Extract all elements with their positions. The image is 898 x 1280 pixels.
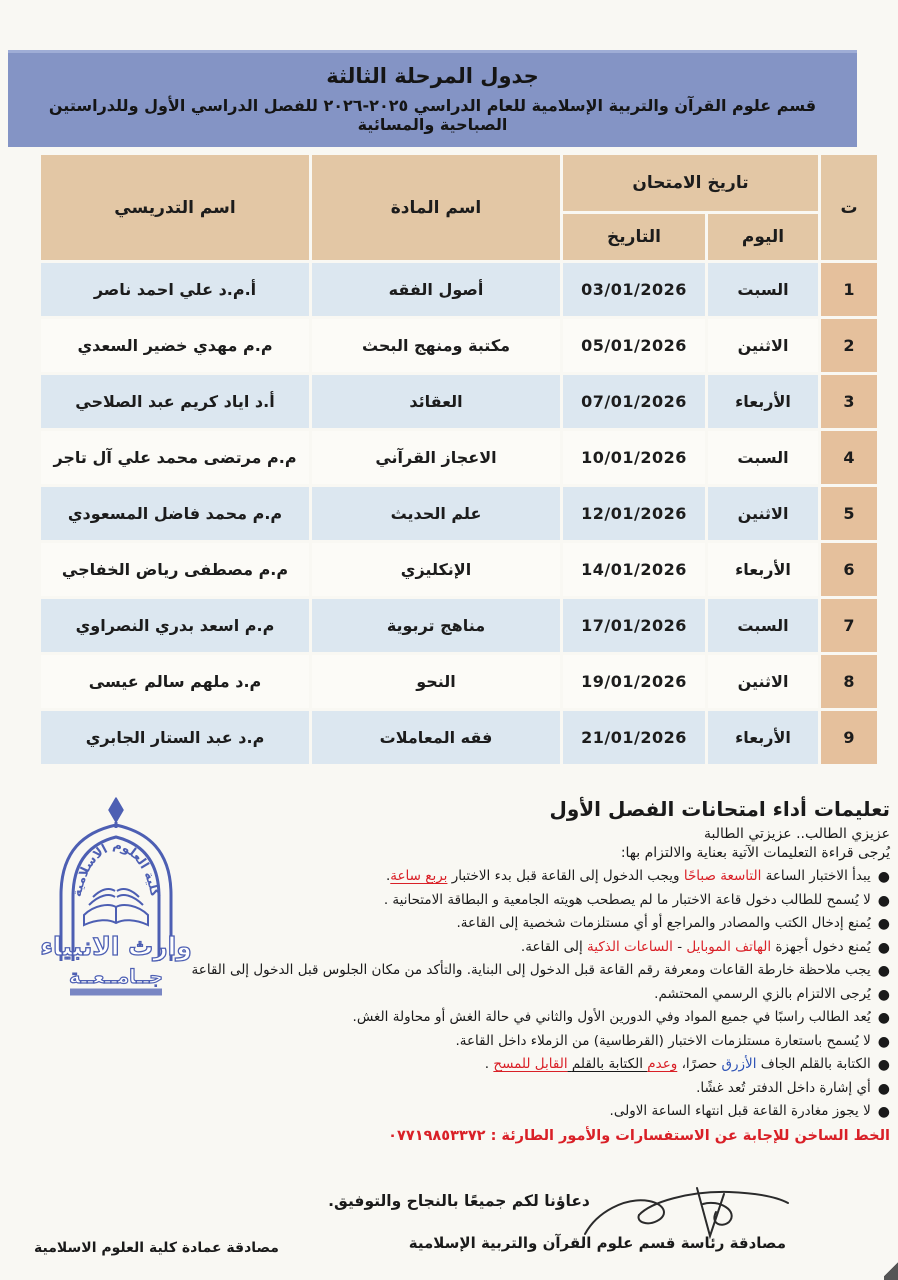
instruction-item	[8, 1053, 890, 1077]
schedule-title: جدول المرحلة الثالثة	[326, 64, 539, 88]
row-number-cell: 4	[821, 431, 877, 484]
subject-cell: علم الحديث	[312, 487, 560, 540]
date-cell: 07/01/2026	[563, 375, 705, 428]
date-cell: 14/01/2026	[563, 543, 705, 596]
instructor-cell: م.م مصطفى رياض الخفاجي	[41, 543, 309, 596]
column-header-date: التاريخ	[563, 214, 705, 260]
instruction-text-segment: لا يُسمح للطالب دخول قاعة الاختبار ما لم يصطحب هويته الجامعية و البطاقة الامتحانية .	[383, 891, 871, 908]
instructor-cell: م.م اسعد بدري النصراوي	[41, 599, 309, 652]
instruction-text-segment: لا يجوز مغادرة القاعة قبل انتهاء الساعة الاولى.	[609, 1103, 871, 1119]
table-row	[41, 543, 877, 596]
instructor-cell: م.م محمد فاضل المسعودي	[41, 487, 309, 540]
department-approval-text: مصادقة رئاسة قسم علوم القرآن والتربية الإسلامية	[408, 1234, 786, 1252]
bullet-icon: ●	[877, 916, 890, 932]
instruction-text-segment: .	[385, 868, 391, 884]
closing-prayer: دعاؤنا لكم جميعًا بالنجاح والتوفيق.	[328, 1192, 590, 1210]
date-cell: 12/01/2026	[563, 487, 705, 540]
subject-cell: أصول الفقه	[312, 263, 560, 316]
exam-schedule-table	[38, 152, 880, 767]
date-cell: 19/01/2026	[563, 655, 705, 708]
instruction-item	[8, 1030, 890, 1054]
instructions-intro: يُرجى قراءة التعليمات الآتية بعناية والالتزام بها:	[620, 845, 890, 861]
table-row	[41, 375, 877, 428]
day-cell: السبت	[708, 263, 818, 316]
instruction-text-segment: يُمنع إدخال الكتب والمصادر والمراجع أو أي مستلزمات شخصية إلى القاعة.	[456, 915, 871, 931]
instruction-text-segment: ويجب الدخول إلى القاعة قبل بدء الاختبار	[447, 868, 684, 884]
bullet-icon: ●	[877, 963, 890, 979]
instruction-text-segment: الكتابة بالقلم الجاف	[756, 1056, 871, 1072]
column-header-subject: اسم المادة	[312, 155, 560, 260]
day-cell: الاثنين	[708, 655, 818, 708]
instruction-text-segment: الكتابة بالقلم	[571, 1056, 648, 1072]
table-row	[41, 263, 877, 316]
subject-cell: الاعجاز القرآني	[312, 431, 560, 484]
table-row	[41, 319, 877, 372]
schedule-subtitle: قسم علوم القرآن والتربية الإسلامية للعام الدراسي ٢٠٢٥-٢٠٢٦ للفصل الدراسي الأول وللدراستين الصباحية والمسائية	[48, 96, 817, 134]
college-stamp-icon	[28, 795, 206, 1007]
instruction-text-segment: يُمنع دخول أجهزة	[771, 938, 871, 955]
instruction-text-segment: التاسعة صباحًا	[683, 868, 762, 884]
subject-cell: فقه المعاملات	[312, 711, 560, 764]
instruction-item	[8, 1100, 890, 1124]
instructor-cell: أ.د اياد كريم عبد الصلاحي	[41, 375, 309, 428]
day-cell: الاثنين	[708, 487, 818, 540]
instruction-text-segment: يُعد الطالب راسبًا في جميع المواد وفي الدورين الأول والثاني في حالة الغش أو محاولة الغش.	[352, 1009, 871, 1025]
day-cell: الأربعاء	[708, 375, 818, 428]
row-number-cell: 5	[821, 487, 877, 540]
instruction-text-segment: يبدأ الاختبار الساعة	[761, 868, 871, 884]
day-cell: الأربعاء	[708, 711, 818, 764]
instruction-text-segment: أي إشارة داخل الدفتر تُعد غشًا.	[696, 1079, 871, 1096]
instruction-text-segment: الهاتف الموبايل	[686, 938, 772, 955]
stamp-university-name: وارث الانبياء	[40, 932, 192, 961]
instruction-text-segment: إلى القاعة.	[520, 938, 588, 955]
instruction-text-segment: .	[484, 1056, 494, 1072]
day-cell: الاثنين	[708, 319, 818, 372]
date-cell: 03/01/2026	[563, 263, 705, 316]
subject-cell: النحو	[312, 655, 560, 708]
bullet-icon: ●	[877, 1080, 890, 1097]
instructor-cell: أ.م.د علي احمد ناصر	[41, 263, 309, 316]
instruction-text-segment: -	[672, 938, 687, 955]
row-number-cell: 8	[821, 655, 877, 708]
instruction-text-segment: القابل للمسح	[493, 1056, 568, 1072]
instructor-cell: م.د ملهم سالم عيسى	[41, 655, 309, 708]
row-number-cell: 3	[821, 375, 877, 428]
date-cell: 21/01/2026	[563, 711, 705, 764]
bullet-icon: ●	[877, 1057, 890, 1073]
college-stamp	[28, 795, 206, 1011]
table-row	[41, 487, 877, 540]
row-number-cell: 1	[821, 263, 877, 316]
column-header-day: اليوم	[708, 214, 818, 260]
bullet-icon: ●	[877, 892, 890, 909]
bullet-icon: ●	[877, 869, 890, 885]
instruction-text-segment: حصرًا،	[677, 1056, 722, 1072]
instructions-greeting: عزيزي الطالب.. عزيزتي الطالبة	[704, 826, 890, 842]
date-cell: 17/01/2026	[563, 599, 705, 652]
date-cell: 10/01/2026	[563, 431, 705, 484]
bullet-icon: ●	[877, 939, 890, 956]
day-cell: الأربعاء	[708, 543, 818, 596]
bullet-icon: ●	[877, 1104, 890, 1120]
table-row	[41, 431, 877, 484]
subject-cell: الإنكليزي	[312, 543, 560, 596]
table-row	[41, 711, 877, 764]
instructor-cell: م.م مرتضى محمد علي آل تاجر	[41, 431, 309, 484]
dean-approval-text: مصادقة عمادة كلية العلوم الاسلامية	[34, 1240, 279, 1256]
date-cell: 05/01/2026	[563, 319, 705, 372]
column-header-exam-date: تاريخ الامتحان	[563, 155, 818, 211]
instruction-text-segment: يجب ملاحظة خارطة القاعات ومعرفة رقم القاعة قبل الدخول إلى البناية. والتأكد من مكان الجلوس قبل الدخول إلى القاعة	[191, 962, 871, 978]
instruction-text-segment: وعدم	[647, 1056, 678, 1072]
instructor-cell: م.د عبد الستار الجابري	[41, 711, 309, 764]
hotline-text: الخط الساخن للإجابة عن الاستفسارات والأمور الطارئة : ٠٧٧١٩٨٥٣٣٧٢	[388, 1127, 890, 1144]
day-cell: السبت	[708, 599, 818, 652]
column-header-number: ت	[821, 155, 877, 260]
bullet-icon: ●	[877, 1010, 890, 1026]
instructions-title: تعليمات أداء امتحانات الفصل الأول	[549, 797, 890, 821]
instruction-text-segment: لا يُسمح باستعارة مستلزمات الاختبار (القرطاسية) من الزملاء داخل القاعة.	[455, 1032, 871, 1049]
table-row	[41, 599, 877, 652]
bullet-icon: ●	[877, 986, 890, 1003]
scan-corner-shadow	[884, 1254, 898, 1280]
column-header-instructor: اسم التدريسي	[41, 155, 309, 260]
instruction-text-segment: الأزرق	[721, 1056, 757, 1072]
row-number-cell: 6	[821, 543, 877, 596]
day-cell: السبت	[708, 431, 818, 484]
bullet-icon: ●	[877, 1033, 890, 1050]
row-number-cell: 9	[821, 711, 877, 764]
subject-cell: مناهج تربوية	[312, 599, 560, 652]
subject-cell: مكتبة ومنهج البحث	[312, 319, 560, 372]
instructor-cell: م.م مهدي خضير السعدي	[41, 319, 309, 372]
stamp-college-name: كلية العلوم الاسلامية	[68, 836, 164, 898]
document-header-band	[8, 50, 857, 147]
subject-cell: العقائد	[312, 375, 560, 428]
row-number-cell: 7	[821, 599, 877, 652]
svg-text:كلية العلوم الاسلامية	[69, 836, 163, 898]
signature-icon	[579, 1182, 794, 1242]
instruction-item	[8, 1077, 890, 1101]
stamp-university-word: جــامــعــة	[69, 966, 163, 988]
instruction-text-segment: الساعات الذكية	[587, 938, 673, 955]
row-number-cell: 2	[821, 319, 877, 372]
table-row	[41, 655, 877, 708]
instruction-text-segment: بربع ساعة	[390, 868, 448, 884]
instruction-text-segment: يُرجى الالتزام بالزي الرسمي المحتشم.	[654, 985, 871, 1002]
